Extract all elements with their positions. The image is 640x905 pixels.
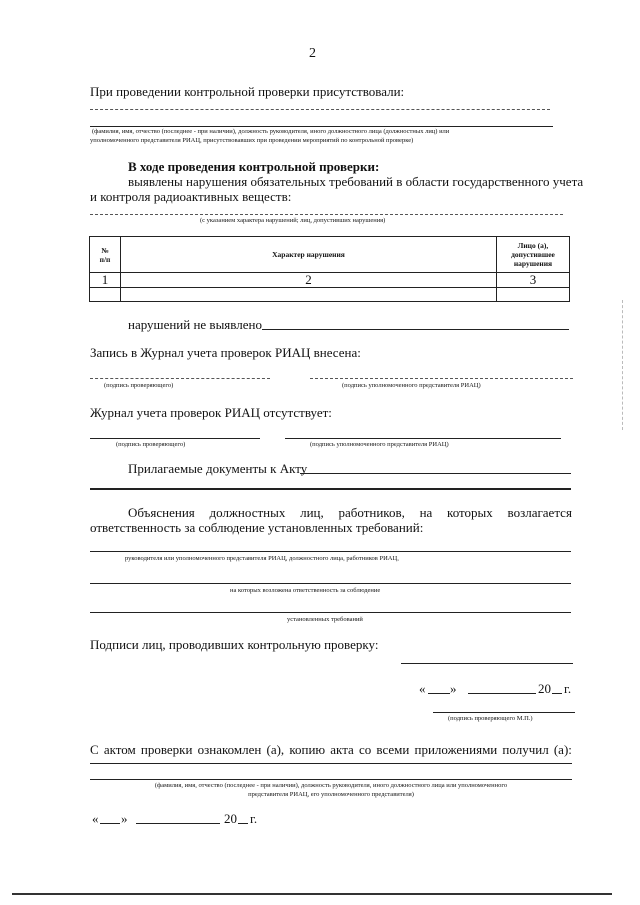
acquainted-month-line[interactable] [136, 823, 220, 824]
scan-edge-line [12, 893, 612, 895]
signatures-sign-line[interactable] [433, 712, 575, 713]
empty-cell-2[interactable] [121, 288, 497, 302]
explanations-word: на [419, 505, 433, 520]
acquainted-word: проверки [140, 742, 193, 757]
explanations-field-1[interactable] [90, 551, 571, 552]
table-index-row [90, 273, 570, 288]
acquainted-line [90, 742, 572, 757]
explanations-caption-2: на которых возложена ответственность за соблюдение [230, 587, 381, 594]
acquainted-word: получил [502, 742, 549, 757]
header-person-line-2: допустившее [511, 250, 555, 259]
attached-docs-line-1[interactable] [300, 473, 571, 474]
acquainted-year-line[interactable] [238, 823, 248, 824]
header-num [90, 237, 121, 273]
presence-caption-1: (фамилия, имя, отчество (последнее - при наличии), должность руководителя, иного должностного лица (должностных лиц) или [92, 128, 450, 135]
scan-edge-mark [622, 300, 623, 430]
explanations-caption-3: установленных требований [287, 616, 363, 623]
signatures-caption: (подпись проверяющего М.П.) [448, 715, 533, 722]
journal-absent-inspector-line[interactable] [90, 438, 260, 439]
journal-absent-representative-caption: (подпись уполномоченного представителя РИАЦ) [310, 441, 449, 448]
acquainted-caption-1: (фамилия, имя, отчество (последнее - при наличии), должность руководителя, иного должностного лица или уполномоченного [154, 782, 508, 789]
signatures-quote-open: « [419, 681, 426, 696]
explanations-field-2[interactable] [90, 583, 571, 584]
acquainted-word: всеми [376, 742, 410, 757]
acquainted-quote-open: « [92, 811, 99, 826]
signatures-line[interactable] [401, 663, 573, 664]
explanations-word: работников, [338, 505, 405, 520]
index-cell-2: 2 [121, 273, 497, 288]
acquainted-word: со [358, 742, 372, 757]
index-cell-1: 1 [90, 273, 121, 288]
acquainted-year-suffix: г. [250, 811, 258, 826]
table-header-row [90, 237, 570, 273]
signatures-year-prefix: 20 [538, 681, 551, 696]
header-num-line-2: п/п [99, 254, 111, 264]
explanations-word: возлагается [507, 505, 572, 520]
acquainted-field-1[interactable] [90, 763, 572, 764]
signatures-quote-close: » [450, 681, 457, 696]
header-nature: Характер нарушения [121, 237, 497, 273]
acquainted-word: актом [103, 742, 136, 757]
acquainted-word: копию [289, 742, 326, 757]
empty-cell-3[interactable] [497, 288, 570, 302]
acquainted-quote-close: » [121, 811, 128, 826]
header-person [497, 237, 570, 273]
presence-line-1[interactable] [90, 109, 550, 110]
check-line[interactable] [90, 214, 563, 215]
journal-absent-label: Журнал учета проверок РИАЦ отсутствует: [90, 405, 332, 420]
page-number: 2 [309, 46, 316, 61]
header-num-line-1: № [101, 245, 109, 255]
violations-table [89, 236, 570, 302]
presence-heading: При проведении контрольной проверки присутствовали: [90, 84, 405, 99]
acquainted-caption-2: представителя РИАЦ, его уполномоченного представителя) [248, 791, 414, 798]
explanations-word: которых [447, 505, 493, 520]
journal-absent-inspector-caption: (подпись проверяющего) [116, 441, 186, 448]
index-cell-3: 3 [497, 273, 570, 288]
journal-absent-representative-line[interactable] [285, 438, 561, 439]
no-violations-label: нарушений не выявлено [128, 317, 262, 332]
signatures-day-line[interactable] [428, 693, 450, 694]
header-person-line-3: нарушения [513, 259, 553, 268]
attached-docs-line-2[interactable] [90, 488, 571, 490]
explanations-word: лиц, [300, 505, 324, 520]
journal-entry-label: Запись в Журнал учета проверок РИАЦ внесена: [90, 345, 361, 360]
signatures-year-suffix: г. [564, 681, 572, 696]
journal-entry-inspector-line[interactable] [90, 378, 270, 379]
attached-docs-label: Прилагаемые документы к Акту [128, 461, 308, 476]
check-line-2: и контроля радиоактивных веществ: [90, 189, 292, 204]
check-caption: (с указанием характера нарушений; лиц, допустивших нарушения) [200, 217, 386, 224]
check-heading: В ходе проведения контрольной проверки: [128, 159, 380, 174]
journal-entry-representative-line[interactable] [310, 378, 573, 379]
acquainted-word: (а): [553, 742, 572, 757]
signatures-year-line[interactable] [552, 693, 562, 694]
acquainted-word: акта [330, 742, 354, 757]
no-violations-line[interactable] [262, 329, 569, 330]
acquainted-word: ознакомлен [197, 742, 262, 757]
explanations-line-1 [128, 505, 572, 520]
check-line-1: выявлены нарушения обязательных требований в области государственного учета [128, 174, 584, 189]
acquainted-field-2[interactable] [90, 779, 572, 780]
explanations-field-3[interactable] [90, 612, 571, 613]
explanations-word: Объяснения [128, 505, 195, 520]
acquainted-word: С [90, 742, 99, 757]
signatures-label: Подписи лиц, проводивших контрольную проверку: [90, 637, 379, 652]
explanations-word: должностных [209, 505, 286, 520]
explanations-caption-1: руководителя или уполномоченного представителя РИАЦ, должностного лица, работников РИАЦ, [125, 555, 399, 562]
empty-cell-1[interactable] [90, 288, 121, 302]
acquainted-word: (а), [266, 742, 285, 757]
journal-entry-inspector-caption: (подпись проверяющего) [104, 382, 174, 389]
signatures-month-line[interactable] [468, 693, 536, 694]
header-person-line-1: Лицо (а), [517, 241, 549, 250]
explanations-line-2: ответственность за соблюдение установленных требований: [90, 520, 424, 535]
acquainted-year-prefix: 20 [224, 811, 237, 826]
table-empty-row[interactable] [90, 288, 570, 302]
acquainted-word: приложениями [414, 742, 498, 757]
journal-entry-representative-caption: (подпись уполномоченного представителя РИАЦ) [342, 382, 481, 389]
presence-caption-2: уполномоченного представителя РИАЦ, присутствовавших при проведении мероприятий по контрольной проверке) [90, 137, 414, 144]
acquainted-day-line[interactable] [100, 823, 120, 824]
